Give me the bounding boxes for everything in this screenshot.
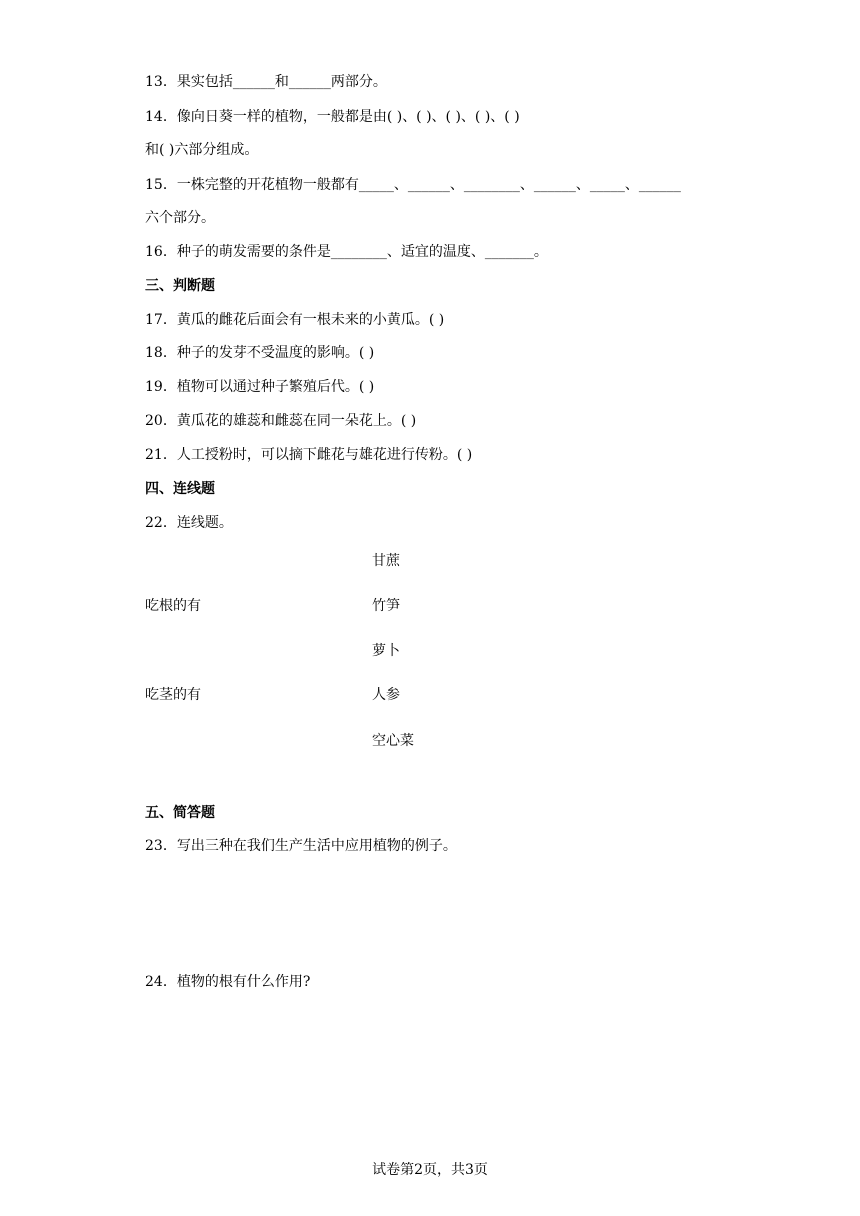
q13: 13．果实包括______和______两部分。 bbox=[145, 74, 387, 90]
match-right-sugarcane: 甘蔗 bbox=[372, 553, 400, 569]
match-left-stem: 吃茎的有 bbox=[145, 687, 201, 703]
match-right-radish: 萝卜 bbox=[372, 643, 400, 659]
match-right-bamboo-shoot: 竹笋 bbox=[372, 598, 400, 614]
q22: 22．连线题。 bbox=[145, 515, 233, 531]
q17: 17．黄瓜的雌花后面会有一根未来的小黄瓜。( ) bbox=[145, 312, 445, 328]
q16: 16．种子的萌发需要的条件是________、适宜的温度、_______。 bbox=[145, 244, 548, 260]
match-left-root: 吃根的有 bbox=[145, 598, 201, 614]
q14-line1: 14．像向日葵一样的植物，一般都是由( )、( )、( )、( )、( ) bbox=[145, 109, 520, 125]
q21: 21．人工授粉时，可以摘下雌花与雄花进行传粉。( ) bbox=[145, 447, 473, 463]
match-right-water-spinach: 空心菜 bbox=[372, 733, 414, 749]
section3-heading: 三、判断题 bbox=[145, 278, 215, 294]
q15-line2: 六个部分。 bbox=[145, 210, 215, 226]
q23: 23．写出三种在我们生产生活中应用植物的例子。 bbox=[145, 838, 457, 854]
q14-line2: 和( )六部分组成。 bbox=[145, 142, 259, 158]
page-footer: 试卷第2页，共3页 bbox=[372, 1162, 488, 1178]
match-right-ginseng: 人参 bbox=[372, 687, 400, 703]
q18: 18．种子的发芽不受温度的影响。( ) bbox=[145, 345, 375, 361]
q24: 24．植物的根有什么作用? bbox=[145, 974, 311, 990]
q20: 20．黄瓜花的雄蕊和雌蕊在同一朵花上。( ) bbox=[145, 413, 417, 429]
section5-heading: 五、简答题 bbox=[145, 805, 215, 821]
section4-heading: 四、连线题 bbox=[145, 481, 215, 497]
q15-line1: 15．一株完整的开花植物一般都有_____、______、________、______、_____、______ bbox=[145, 177, 681, 193]
q19: 19．植物可以通过种子繁殖后代。( ) bbox=[145, 379, 375, 395]
